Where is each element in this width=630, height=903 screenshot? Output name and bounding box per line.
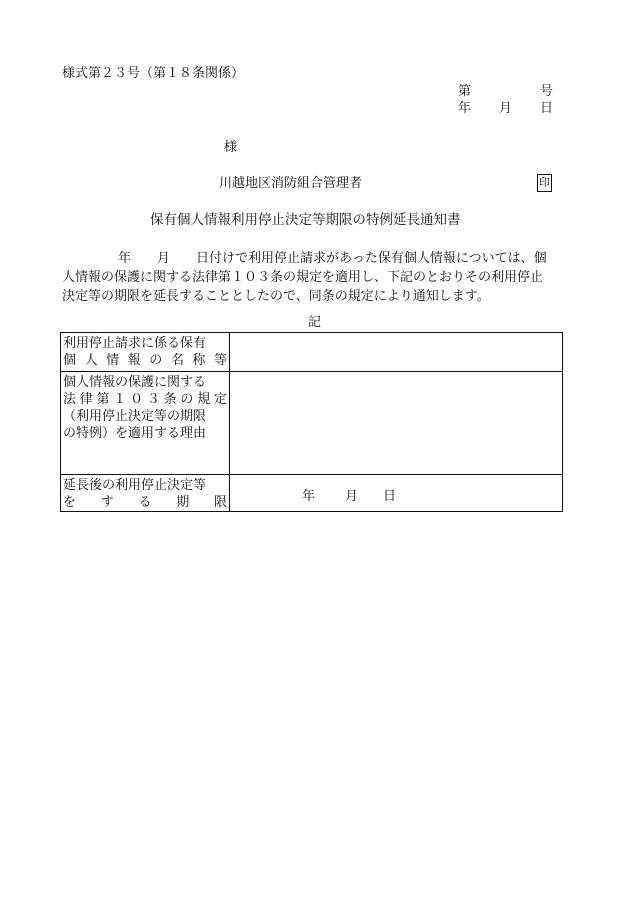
label-char: 名: [170, 353, 184, 368]
row-label-request-info: [61, 333, 230, 372]
date-year-label: 年: [458, 101, 472, 116]
deadline-year-label: 年: [302, 489, 316, 504]
number-prefix: 第: [458, 84, 472, 99]
label-line-justified: [63, 391, 227, 408]
label-line-justified: [63, 352, 227, 369]
label-char: １: [113, 392, 127, 407]
body-line-1-text: 日付けで利用停止請求があった保有個人情報については、個: [196, 251, 547, 266]
body-line-2: 人情報の保護に関する法律第１０３条の規定を適用し、下記のとおりその利用停止: [62, 270, 544, 285]
label-line: （利用停止決定等の期限: [63, 409, 207, 424]
label-char: す: [100, 495, 114, 510]
value-cell-reason[interactable]: [230, 372, 563, 475]
value-cell-deadline[interactable]: [230, 475, 563, 512]
label-char: 第: [96, 392, 110, 407]
document-title: 保有個人情報利用停止決定等期限の特例延長通知書: [150, 212, 461, 228]
date-day-label: 日: [540, 101, 554, 116]
label-char: の: [180, 392, 194, 407]
label-line: 個人情報の保護に関する: [63, 375, 207, 390]
label-char: 報: [127, 353, 141, 368]
info-table: [60, 332, 563, 512]
deadline-day-label: 日: [383, 489, 397, 504]
table-row: [61, 372, 563, 475]
label-char: ０: [130, 392, 144, 407]
label-char: 個: [63, 353, 77, 368]
table-row: [61, 475, 563, 512]
label-char: る: [138, 495, 152, 510]
label-char: 限: [213, 495, 227, 510]
row-label-deadline: [61, 475, 230, 512]
label-line: の特例）を適用する理由: [63, 426, 207, 441]
ki-heading: 記: [308, 315, 322, 330]
label-char: 期: [176, 495, 190, 510]
label-char: の: [149, 353, 163, 368]
body-year: 年: [118, 251, 132, 266]
seal-mark: 印: [537, 174, 552, 192]
label-char: 条: [163, 392, 177, 407]
label-line: 延長後の利用停止決定等: [63, 478, 207, 493]
label-char: を: [63, 495, 77, 510]
label-char: 情: [106, 353, 120, 368]
value-cell-request-info[interactable]: [230, 333, 563, 372]
body-line-3: 決定等の期限を延長することとしたので、同条の規定により通知します。: [62, 289, 490, 304]
label-char: 法: [63, 392, 77, 407]
label-char: ３: [146, 392, 160, 407]
label-line: 利用停止請求に係る保有: [63, 336, 207, 351]
date-month-label: 月: [499, 101, 513, 116]
deadline-month-label: 月: [345, 489, 359, 504]
table-row: [61, 333, 563, 372]
label-char: 称: [192, 353, 206, 368]
label-char: 人: [84, 353, 98, 368]
body-paragraph: [62, 249, 566, 306]
body-month: 月: [157, 251, 171, 266]
form-number: 様式第２３号（第１８条関係）: [62, 66, 245, 81]
label-char: 規: [197, 392, 211, 407]
body-line-1: [62, 249, 566, 268]
label-line-justified: [63, 494, 227, 511]
row-label-reason: [61, 372, 230, 475]
label-char: 律: [79, 392, 93, 407]
label-char: 定: [213, 392, 227, 407]
label-char: 等: [213, 353, 227, 368]
recipient-suffix: 様: [224, 140, 238, 155]
sender-name: 川越地区消防組合管理者: [219, 176, 363, 191]
number-suffix: 号: [540, 84, 554, 99]
